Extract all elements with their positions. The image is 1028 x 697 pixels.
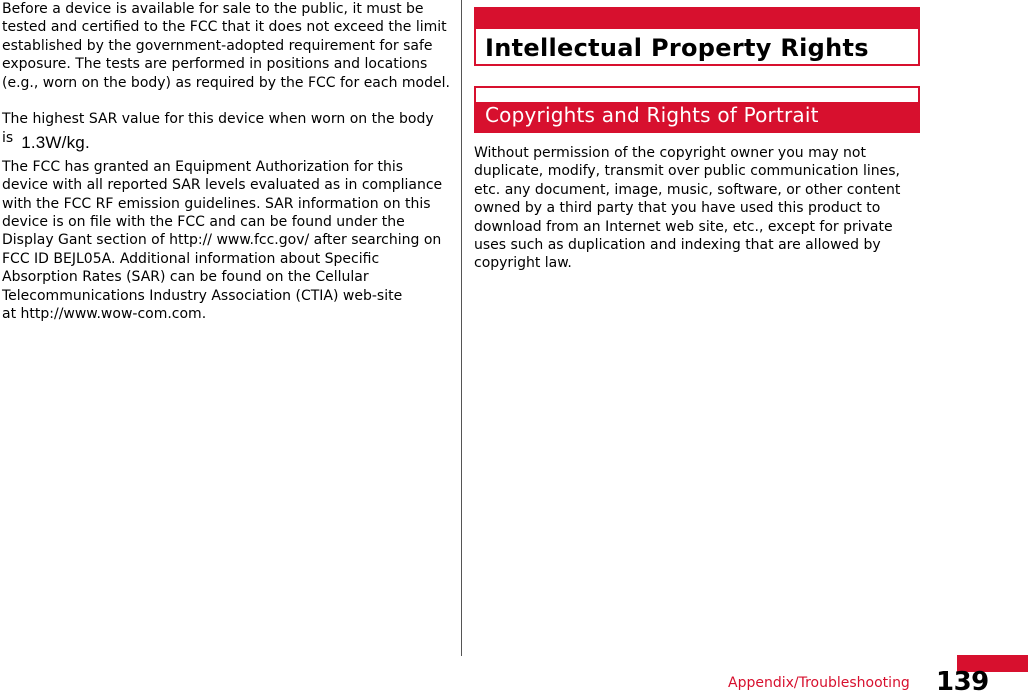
sar-value-prefix: The highest SAR value for this device when worn on the body is <box>2 111 434 147</box>
footer-section-label: Appendix/Troubleshooting <box>728 675 910 691</box>
subsection-heading-box <box>474 86 920 133</box>
fcc-website-line: at http://www.wow-com.com. <box>2 306 207 323</box>
copyright-paragraph: Without permission of the copyright owner you may not duplicate, modify, transmit over public communication lines, etc. any document, image, music, software, or other content owned by a third party that you have used this product to download from an Internet web site, etc., except for private uses such as duplication and indexing that are allowed by copyright law. <box>474 145 901 272</box>
sar-value-paragraph <box>2 110 450 153</box>
section-heading: Intellectual Property Rights <box>476 29 918 64</box>
right-column <box>474 7 922 273</box>
fcc-authorization-paragraph: The FCC has granted an Equipment Authorization for this device with all reported SAR levels evaluated as in compliance with the FCC RF emission guidelines. SAR information on this device is on file with the FCC and can be found under the Display Gant section of http:// www.fcc.gov/ after searching on FCC ID BEJL05A. Additional information about Specific Absorption Rates (SAR) can be found on the Cellular Telecommunications Industry Association (CTIA) web-site <box>2 158 443 304</box>
page-number: 139 <box>936 667 989 697</box>
sar-intro-paragraph: Before a device is available for sale to the public, it must be tested and certified to the FCC that it does not exceed the limit established by the government-adopted requirement for safe exposure. The tests are performed in positions and locations (e.g., worn on the body) as required by the FCC for each model. <box>2 1 450 91</box>
subsection-heading: Copyrights and Rights of Portrait <box>485 103 819 127</box>
left-column <box>2 0 450 324</box>
section-heading-box <box>474 7 920 66</box>
column-divider <box>461 0 462 656</box>
sar-value: 1.3W/kg. <box>21 133 90 153</box>
subsection-heading-band <box>476 88 918 102</box>
